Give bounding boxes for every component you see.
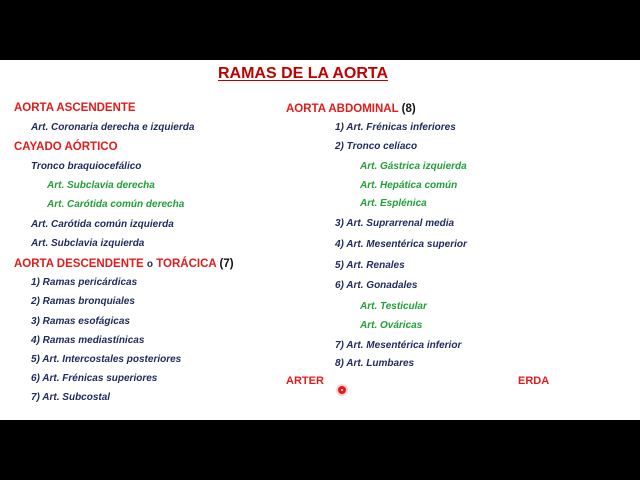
heading-part: AORTA DESCENDENTE [14,258,144,270]
list-item: 2) Tronco celíaco [335,141,418,152]
list-item: Art. Carótida común izquierda [31,219,174,230]
list-item: Art. Coronaria derecha e izquierda [31,122,195,133]
list-item: 4) Art. Mesentérica superior [335,239,467,250]
list-item: 2) Ramas bronquiales [31,296,135,307]
page-title: RAMAS DE LA AORTA [217,65,389,82]
sub-list-item: Art. Subclavia derecha [47,180,155,191]
sub-list-item: Art. Testicular [360,301,427,312]
sub-list-item: Art. Esplénica [360,198,427,209]
list-item: 7) Art. Subcostal [31,392,111,403]
list-item: 3) Ramas esofágicas [31,316,130,327]
partial-heading: ARTER [286,375,324,387]
heading-part: AORTA ABDOMINAL [286,103,399,115]
list-item: 8) Art. Lumbares [335,358,415,369]
heading-aorta-descendente [14,258,234,271]
heading-count: (8) [401,103,416,115]
list-item: 5) Art. Intercostales posteriores [31,354,182,365]
heading-count: (7) [219,258,234,270]
heading-connector: o [146,259,154,270]
list-item: 1) Art. Frénicas inferiores [335,122,456,133]
sub-list-item: Art. Gástrica izquierda [360,161,467,172]
list-item: 7) Art. Mesentérica inferior [335,340,462,351]
list-item: Tronco braquiocefálico [31,161,142,172]
list-item: 1) Ramas pericárdicas [31,277,138,288]
heading-aorta-abdominal [286,103,416,116]
sub-list-item: Art. Ováricas [360,320,423,331]
list-item: 3) Art. Suprarrenal media [335,218,455,229]
partial-heading: ERDA [518,375,550,387]
heading-cayado-aortico: CAYADO AÓRTICO [14,141,118,153]
list-item: 6) Art. Gonadales [335,280,418,291]
slide [0,60,640,420]
list-item: 6) Art. Frénicas superiores [31,373,158,384]
heading-aorta-ascendente: AORTA ASCENDENTE [14,102,136,114]
pointer-dot [338,386,346,394]
sub-list-item: Art. Hepática común [360,180,458,191]
sub-list-item: Art. Carótida común derecha [47,199,185,210]
list-item: 4) Ramas mediastínicas [31,335,145,346]
list-item: Art. Subclavia izquierda [31,238,145,249]
list-item: 5) Art. Renales [335,260,405,271]
heading-part: TORÁCICA [156,258,217,270]
